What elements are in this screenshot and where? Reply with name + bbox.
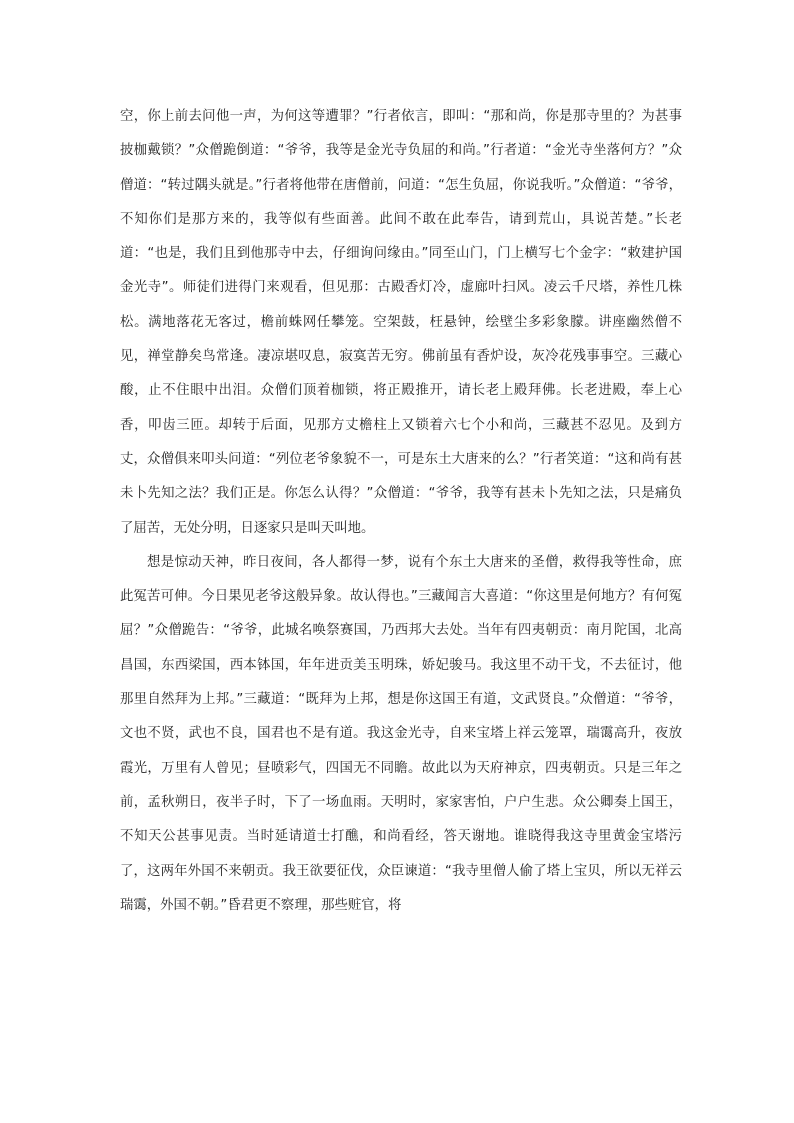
- body-text: [120, 100, 682, 923]
- paragraph-1: 空，你上前去问他一声，为何这等遭罪？”行者依言，即叫：“那和尚，你是那寺里的？为甚事披枷戴锁？”众僧跪倒道：“爷爷，我等是金光寺负屈的和尚。”行者道：“金光寺坐落何方？”众僧道：“转过隅头就是。”行者将他带在唐僧前，问道：“怎生负屈，你说我听。”众僧道：“爷爷，不知你们是那方来的，我等似有些面善。此间不敢在此奉告，请到荒山，具说苦楚。”长老道：“也是，我们且到他那寺中去，仔细询问缘由。”同至山门，门上横写七个金字：“敕建护国金光寺”。师徒们进得门来观看，但见那：古殿香灯冷，虚廊叶扫风。凌云千尺塔，养性几株松。满地落花无客过，檐前蛛网任攀笼。空架鼓，枉悬钟，绘壁尘多彩象朦。讲座幽然僧不见，禅堂静矣鸟常逢。凄凉堪叹息，寂寞苦无穷。佛前虽有香炉设，灰冷花残事事空。三藏心酸，止不住眼中出泪。众僧们顶着枷锁，将正殿推开，请长老上殿拜佛。长老进殿，奉上心香，叩齿三匝。却转于后面，见那方丈檐柱上又锁着六七个小和尚，三藏甚不忍见。及到方丈，众僧俱来叩头问道：“列位老爷象貌不一，可是东土大唐来的么？”行者笑道：“这和尚有甚未卜先知之法？我们正是。你怎么认得？”众僧道：“爷爷，我等有甚未卜先知之法，只是痛负了屈苦，无处分明，日逐家只是叫天叫地。: [120, 109, 682, 536]
- paragraph-2: 想是惊动天神，昨日夜间，各人都得一梦，说有个东土大唐来的圣僧，救得我等性命，庶此冤苦可伸。今日果见老爷这般异象。故认得也。”三藏闻言大喜道：“你这里是何地方？有何冤屈？”众僧跪告：“爷爷，此城名唤祭赛国，乃西邦大去处。当年有四夷朝贡：南月陀国，北高昌国，东西梁国，西本钵国，年年进贡美玉明珠，娇妃骏马。我这里不动干戈，不去征讨，他那里自然拜为上邦。”三藏道：“既拜为上邦，想是你这国王有道，文武贤良。”众僧道：“爷爷，文也不贤，武也不良，国君也不是有道。我这金光寺，自来宝塔上祥云笼罩，瑞霭高升，夜放霞光，万里有人曾见；昼喷彩气，四国无不同瞻。故此以为天府神京，四夷朝贡。只是三年之前，孟秋朔日，夜半子时，下了一场血雨。天明时，家家害怕，户户生悲。众公卿奏上国王，不知天公甚事见责。当时延请道士打醮，和尚看经，答天谢地。谁晓得我这寺里黄金宝塔污了，这两年外国不来朝贡。我王欲要征伐，众臣谏道：“我寺里僧人偷了塔上宝贝，所以无祥云瑞霭，外国不朝。”昏君更不察理，那些赃官，将: [120, 554, 682, 913]
